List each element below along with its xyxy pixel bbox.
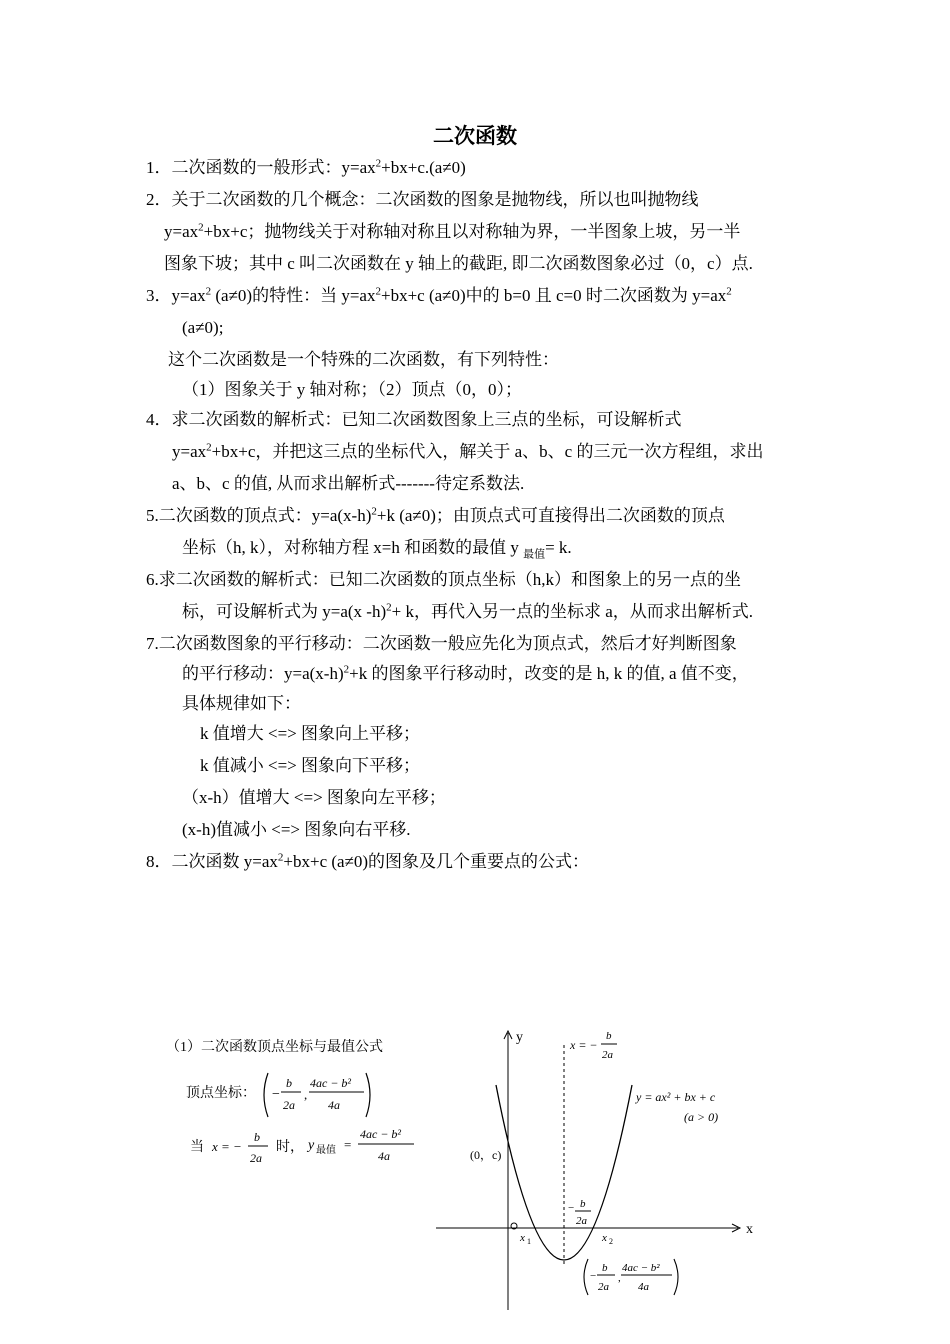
item-number: 2． (146, 190, 172, 209)
frac-b: b (286, 1076, 292, 1090)
x-axis-label: x (746, 1222, 753, 1237)
figure-caption: （1）二次函数顶点坐标与最值公式 (166, 1040, 383, 1055)
item-1 (146, 158, 466, 178)
left-paren (264, 1073, 268, 1117)
item-text: +k (a≠0)；由顶点式可直接得出二次函数的顶点 (376, 506, 725, 525)
item-7-line-3: 具体规律如下： (182, 694, 301, 713)
right-paren (674, 1259, 678, 1295)
rule-1: k 值增大 <=> 图象向上平移； (200, 724, 421, 743)
item-4-line-1 (146, 410, 682, 430)
item-3-line-3: 这个二次函数是一个特殊的二次函数，有下列特性： (168, 350, 559, 369)
item-number: 3． (146, 286, 172, 305)
comma: , (618, 1272, 621, 1284)
exponent: 2 (198, 221, 204, 234)
item-text: +bx+c，并把这三点的坐标代入，解关于 a、b、c 的三元一次方程组，求出 (211, 442, 764, 461)
item-text: (a≠0)的特性：当 y=ax (211, 286, 376, 305)
item-4-line-3: a、b、c 的值, 从而求出解析式-------待定系数法. (172, 474, 525, 493)
item-text-cont: +bx+c.(a≠0) (381, 158, 466, 177)
when-label: 当 (190, 1140, 204, 1155)
frac-2a: 2a (598, 1281, 609, 1293)
frac-2a: 2a (602, 1049, 613, 1061)
page-title: 二次函数 (433, 124, 517, 148)
item-text: = k. (545, 538, 572, 557)
item-3-line-4: （1）图象关于 y 轴对称；（2）顶点（0，0）； (182, 380, 522, 399)
item-text: +k 的图象平行移动时，改变的是 h, k 的值, a 值不变， (349, 664, 749, 683)
frac-num: 4ac − b² (310, 1076, 352, 1090)
frac-4a: 4a (378, 1149, 390, 1163)
frac-num: 4ac − b² (360, 1127, 402, 1141)
curve-equation: y = ax² + bx + c (636, 1090, 716, 1104)
minus-sign: − (590, 1270, 597, 1282)
root-x2: x (602, 1232, 607, 1244)
item-5-line-2 (182, 538, 572, 561)
exponent: 2 (726, 285, 732, 298)
item-text: +bx+c (a≠0)的图象及几个重要点的公式： (283, 852, 590, 871)
frac-2a: 2a (250, 1151, 262, 1165)
item-3-line-1 (146, 286, 732, 306)
item-text: 坐标（h, k），对称轴方程 x=h 和函数的最值 y (182, 538, 524, 557)
root-x2-sub: 2 (609, 1237, 613, 1246)
exponent: 2 (386, 601, 392, 614)
exponent: 2 (375, 157, 382, 170)
comma: , (304, 1087, 308, 1102)
rule-3: （x-h）值增大 <=> 图象向左平移； (182, 788, 446, 807)
item-number: 7. (146, 634, 159, 653)
axis-eq-x: x = − (570, 1038, 598, 1052)
frac-b: b (580, 1198, 586, 1210)
item-text: 二次函数图象的平行移动：二次函数一般应先化为顶点式，然后才好判断图象 (158, 634, 737, 653)
subscript: 最值 (523, 548, 546, 561)
exponent: 2 (371, 505, 377, 518)
item-7-line-2 (182, 664, 749, 684)
then-label: 时， (276, 1140, 304, 1155)
item-3-line-2: (a≠0); (182, 318, 224, 337)
item-2-line-3: 图象下坡；其中 c 叫二次函数在 y 轴上的截距, 即二次函数图象必过（0，c）点. (164, 254, 753, 273)
item-number: 8． (146, 852, 172, 871)
item-number: 6. (146, 570, 159, 589)
y-axis-label: y (516, 1030, 523, 1045)
point-c-label: (0，c) (470, 1148, 502, 1162)
item-text: + k，再代入另一点的坐标求 a，从而求出解析式. (391, 602, 754, 621)
x-equals: x = − (212, 1139, 242, 1154)
item-text: y=ax (172, 442, 207, 461)
curve-condition: (a > 0) (684, 1110, 719, 1124)
parabola-figure (150, 1015, 800, 1325)
item-number: 4． (146, 410, 172, 429)
item-text: 求二次函数的解析式：已知二次函数图象上三点的坐标，可设解析式 (171, 410, 682, 429)
equals: = (344, 1137, 352, 1152)
rule-2: k 值减小 <=> 图象向下平移； (200, 756, 421, 775)
frac-b: b (602, 1262, 608, 1274)
item-text: 关于二次函数的几个概念：二次函数的图象是抛物线，所以也叫抛物线 (171, 190, 699, 209)
root-x1-sub: 1 (527, 1237, 531, 1246)
frac-2a: 2a (576, 1215, 587, 1227)
frac-b: b (254, 1130, 260, 1144)
item-text-cont: +bx+c；抛物线关于对称轴对称且以对称轴为界，一半图象上坡，另一半 (203, 222, 741, 241)
item-text: +bx+c (a≠0)中的 b=0 且 c=0 时二次函数为 y=ax (380, 286, 727, 305)
rule-4: (x-h)值减小 <=> 图象向右平移. (182, 820, 411, 839)
vertex-label: 顶点坐标： (186, 1086, 256, 1101)
item-text: 二次函数 y=ax (171, 852, 278, 871)
item-2-line-1 (146, 190, 699, 210)
item-text: 的平行移动：y=a(x-h) (182, 664, 344, 683)
item-7-line-1 (146, 634, 737, 654)
frac-4a: 4a (328, 1098, 340, 1112)
frac-2a: 2a (283, 1098, 295, 1112)
item-number: 5. (146, 506, 159, 525)
item-text: y=ax (171, 286, 206, 305)
y-var: y (308, 1138, 315, 1153)
frac-4a: 4a (638, 1281, 649, 1293)
minus-sign: − (568, 1202, 575, 1214)
item-number: 1． (146, 158, 172, 177)
exponent: 2 (375, 285, 381, 298)
right-paren (366, 1073, 370, 1117)
left-paren (584, 1259, 588, 1295)
item-text: 二次函数的一般形式：y=ax (171, 158, 376, 177)
item-text: 标，可设解析式为 y=a(x -h) (182, 602, 387, 621)
exponent: 2 (343, 663, 350, 676)
item-text: 二次函数的顶点式：y=a(x-h) (158, 506, 372, 525)
y-sub: 最值 (316, 1145, 336, 1156)
exponent: 2 (277, 851, 284, 864)
item-text: 求二次函数的解析式：已知二次函数的顶点坐标（h,k）和图象上的另一点的坐 (158, 570, 741, 589)
minus-sign: − (272, 1087, 280, 1102)
item-5-line-1 (146, 506, 725, 526)
item-2-line-2 (164, 222, 740, 242)
item-6-line-2 (182, 602, 753, 622)
item-4-line-2 (172, 442, 763, 462)
frac-b: b (606, 1030, 612, 1042)
root-x1: x (520, 1232, 525, 1244)
item-text: y=ax (164, 222, 199, 241)
exponent: 2 (205, 285, 212, 298)
item-6-line-1 (146, 570, 741, 590)
exponent: 2 (206, 441, 212, 454)
frac-num: 4ac − b² (622, 1262, 660, 1274)
item-8 (146, 852, 589, 872)
